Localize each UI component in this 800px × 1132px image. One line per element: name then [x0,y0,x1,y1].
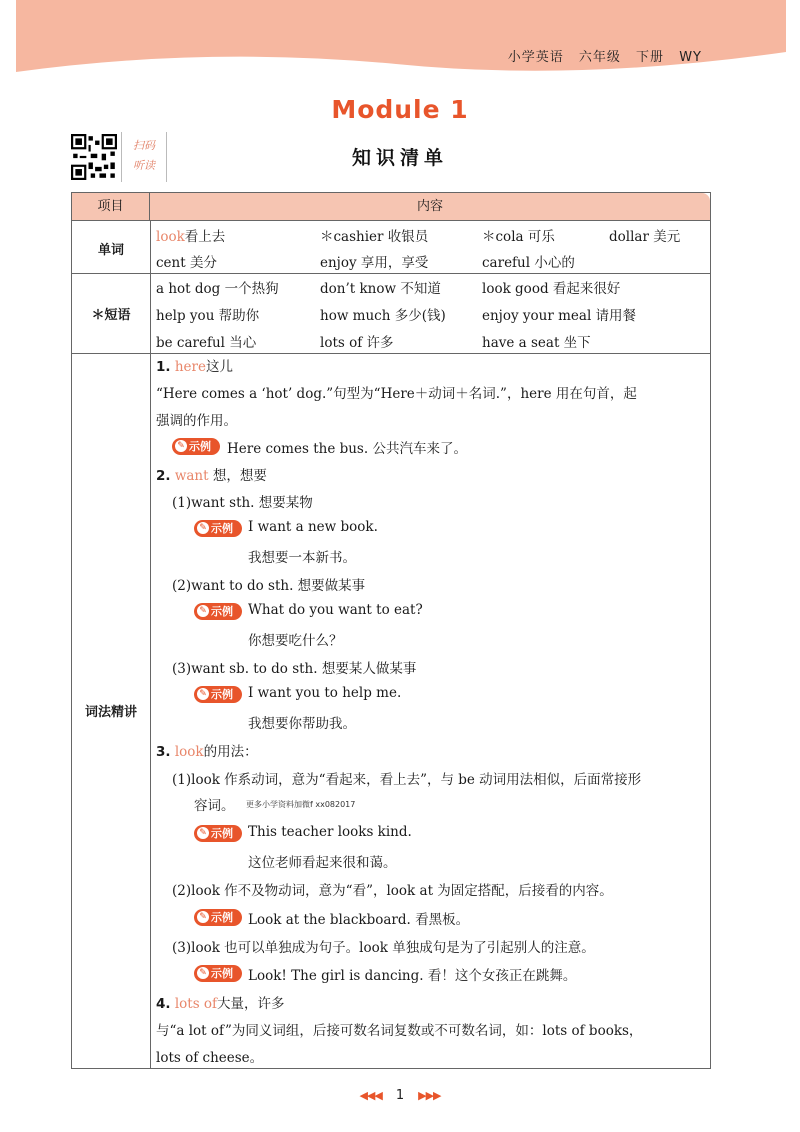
example-en: I want a new book. [248,519,378,535]
example-badge: ✎ 示例 [194,686,242,703]
phrase-item: be careful 当心 [156,335,257,351]
point-4-heading: 4. lots of大量，许多 [156,996,285,1012]
knowledge-table [71,192,711,1069]
pen-icon: ✎ [197,522,209,534]
point-1-desc: “Here comes a ‘hot’ dog.”句型为“Here＋动词＋名词.”，here 用在句首，起 [156,386,637,402]
qr-code-icon[interactable] [71,134,117,180]
point-2-sub: (1)want sth. 想要某物 [172,495,313,511]
phrase-item: how much 多少(钱) [320,308,446,324]
edition-label: WY [679,50,702,65]
vocab-item: enjoy 享用，享受 [320,255,429,271]
scan-to-listen[interactable] [121,132,167,182]
example-badge: ✎ 示例 [194,603,242,620]
example-en: This teacher looks kind. [248,824,412,840]
example-en: What do you want to eat? [248,602,423,618]
row-divider [72,353,710,354]
vocab-item: cent 美分 [156,255,217,271]
header-item: 项目 [72,193,150,221]
phrase-item: enjoy your meal 请用餐 [482,308,637,324]
row-divider [72,273,710,274]
point-2-heading: 2. want 想，想要 [156,468,267,484]
right-arrows-icon: ▶▶▶ [418,1089,441,1102]
grade-label: 六年级 [578,50,621,65]
pen-icon: ✎ [197,967,209,979]
phrase-label: ＊短语 [91,308,131,323]
table-header [72,193,710,221]
book-info [498,46,702,65]
vocab-label: 单词 [97,243,124,258]
example-badge: ✎ 示例 [194,520,242,537]
header-band [16,0,786,80]
column-divider [150,221,151,1068]
example-en: Look! The girl is dancing. 看！这个女孩正在跳舞。 [248,968,577,984]
phrase-item: help you 帮助你 [156,308,260,324]
point-3-sub: (1)look 作系动词，意为“看起来，看上去”，与 be 动词用法相似，后面常接形 [172,772,642,788]
section-title: 知识清单 [351,147,448,169]
example-zh: 我想要你帮助我。 [248,716,356,732]
watermark-text: 更多小学资料加微f xx082017 [246,800,356,809]
example-zh: 我想要一本新书。 [248,550,356,566]
phrase-item: don’t know 不知道 [320,281,441,297]
point-3-sub: (2)look 作不及物动词，意为“看”，look at 为固定搭配，后接看的内容。 [172,883,613,899]
example-badge: ✎ 示例 [194,825,242,842]
example-badge: ✎ 示例 [194,965,242,982]
phrase-item: lots of 许多 [320,335,394,351]
phrase-item: a hot dog 一个热狗 [156,281,279,297]
example-en: Look at the blackboard. 看黑板。 [248,912,470,928]
example-badge: ✎ 示例 [194,909,242,926]
left-arrows-icon: ◀◀◀ [359,1089,382,1102]
vocab-item: ＊cashier 收银员 [320,229,429,245]
vocab-item: ＊cola 可乐 [482,229,555,245]
example-zh: 这位老师看起来很和蔼。 [248,855,397,871]
header-content: 内容 [416,199,443,214]
subject-label: 小学英语 [507,50,564,65]
page-number: 1 [395,1088,405,1103]
point-1-desc: 强调的作用。 [156,413,237,429]
pen-icon: ✎ [197,605,209,617]
point-2-sub: (3)want sb. to do sth. 想要某人做某事 [172,661,417,677]
point-4-desc: lots of cheese。 [156,1050,264,1066]
point-4-desc: 与“a lot of”为同义词组，后接可数名词复数或不可数名词，如：lots of books， [156,1023,643,1039]
grammar-label: 词法精讲 [84,705,137,720]
pen-icon: ✎ [197,688,209,700]
point-3-sub: 容词。 [194,798,235,814]
point-1-example: Here comes the bus. 公共汽车来了。 [227,441,467,457]
point-3-heading: 3. look的用法： [156,744,258,760]
example-badge: ✎ 示例 [172,438,220,455]
point-3-sub: (3)look 也可以单独成为句子。look 单独成句是为了引起别人的注意。 [172,940,595,956]
example-zh: 你想要吃什么？ [248,633,343,649]
pen-icon: ✎ [197,827,209,839]
phrase-item: look good 看起来很好 [482,281,621,297]
vocab-item: dollar 美元 [609,229,681,245]
pen-icon: ✎ [197,911,209,923]
point-2-sub: (2)want to do sth. 想要做某事 [172,578,366,594]
page-footer [0,1088,800,1103]
volume-label: 下册 [636,50,665,65]
vocab-item: look看上去 [156,229,226,245]
scan-label-1: 扫码 [133,139,155,152]
example-en: I want you to help me. [248,685,402,701]
pen-icon: ✎ [175,440,187,452]
phrase-item: have a seat 坐下 [482,335,591,351]
point-1-heading: 1. here这儿 [156,359,233,375]
vocab-item: careful 小心的 [482,255,575,271]
module-title: Module 1 [331,95,469,124]
scan-label-2: 听读 [133,159,155,172]
